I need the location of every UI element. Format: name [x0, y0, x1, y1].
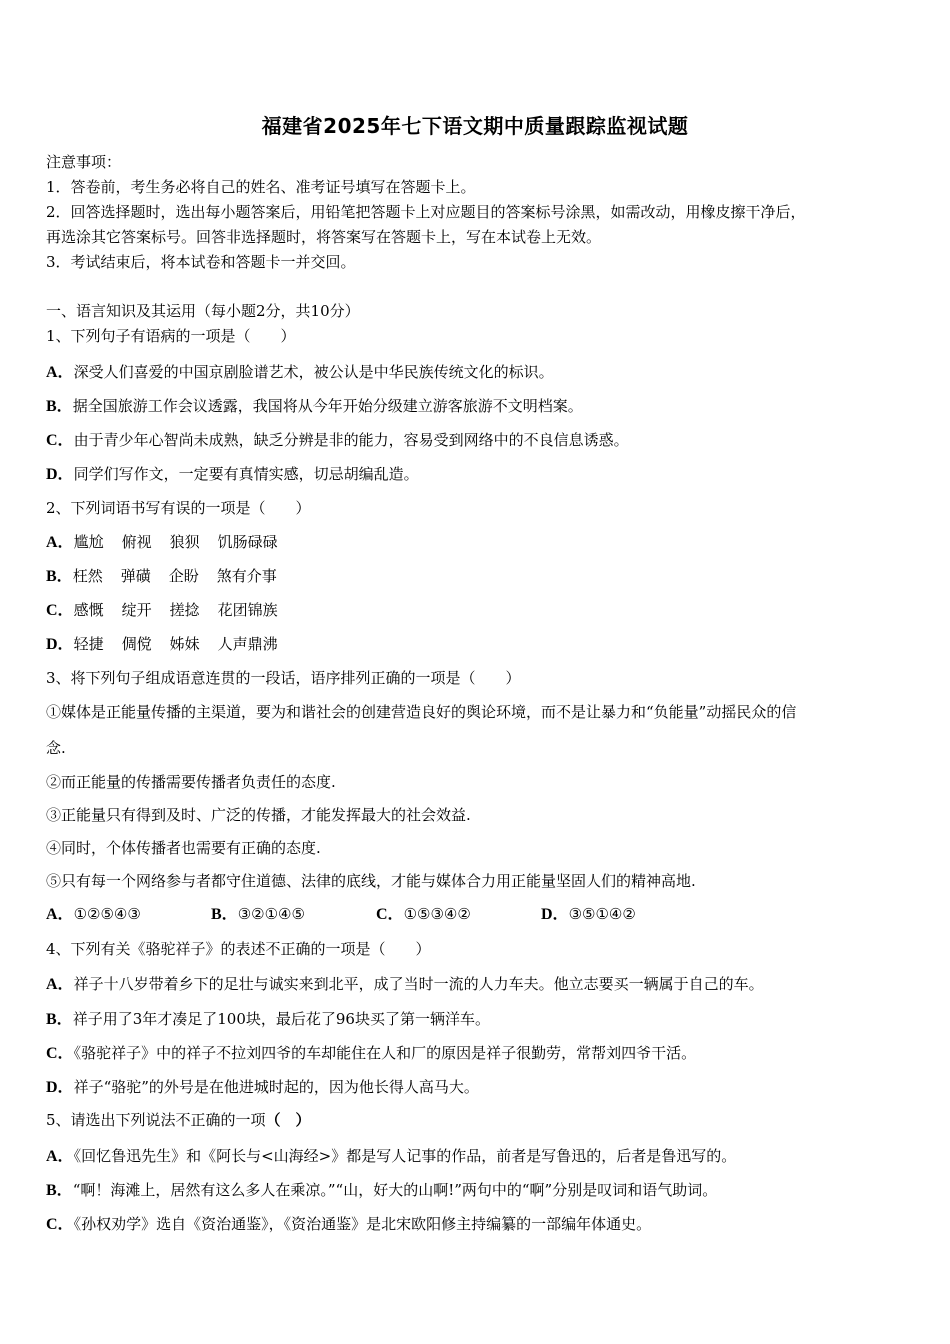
question-1-option-a [46, 360, 554, 385]
question-3-sentence-5: ⑤只有每一个网络参与者都守住道德、法律的底线，才能与媒体合力用正能量坚固人们的精神高地. [46, 872, 696, 890]
option-letter: A． [46, 976, 74, 993]
option-text: 祥子“骆驼”的外号是在他进城时起的，因为他长得人高马大。 [73, 1078, 479, 1096]
option-letter: D． [46, 636, 74, 653]
option-letter: C． [46, 432, 74, 449]
option-word: 饥肠碌碌 [217, 533, 278, 551]
option-text: 《骆驼祥子》中的祥子不拉刘四爷的车却能住在人和厂的原因是祥子很勤劳，常帮刘四爷干活。 [73, 1044, 697, 1062]
question-4-option-a [46, 972, 764, 997]
question-3-sentence-1-line-2: 念. [46, 739, 66, 757]
question-5-option-b [46, 1178, 717, 1203]
question-5-stem [46, 1108, 311, 1132]
option-word: 轻捷 [73, 635, 104, 653]
option-letter: A． [46, 906, 74, 923]
option-text: ①②⑤④③ [73, 905, 141, 923]
question-5-option-c [46, 1212, 651, 1237]
option-letter: C． [46, 1045, 74, 1062]
notice-item-2-line-1: 2．回答选择题时，选出每小题答案后，用铅笔把答题卡上对应题目的答案标号涂黑，如需改动，用橡皮擦干净后， [46, 203, 806, 221]
option-word: 狼狈 [169, 533, 200, 551]
option-letter: B． [46, 1182, 73, 1199]
option-text: 由于青少年心智尚未成熟，缺乏分辨是非的能力，容易受到网络中的不良信息诱惑。 [73, 431, 629, 449]
option-letter: A． [46, 364, 74, 381]
question-2-option-b [46, 564, 295, 589]
choice-d [541, 902, 706, 927]
option-letter: A． [46, 1148, 74, 1165]
question-1-option-d [46, 462, 419, 487]
question-2-option-a [46, 530, 296, 555]
question-3-sentence-2: ②而正能量的传播需要传播者负责任的态度. [46, 773, 336, 791]
option-letter: D． [46, 466, 74, 483]
question-3-sentence-3: ③正能量只有得到及时、广泛的传播，才能发挥最大的社会效益. [46, 806, 471, 824]
option-word: 倜傥 [121, 635, 152, 653]
option-word: 人声鼎沸 [217, 635, 278, 653]
option-letter: D． [46, 1079, 74, 1096]
question-2-stem: 2、下列词语书写有误的一项是（ ） [46, 499, 311, 517]
option-word: 俯视 [121, 533, 152, 551]
option-text: 祥子用了3年才凑足了100块，最后花了96块买了第一辆洋车。 [72, 1010, 490, 1028]
option-letter: C． [376, 906, 404, 923]
option-letter: B． [46, 1011, 73, 1028]
option-word: 搓捻 [169, 601, 200, 619]
option-text: ①⑤③④② [403, 905, 471, 923]
question-4-option-b [46, 1007, 490, 1032]
answer-paren: （ ） [265, 1111, 311, 1129]
option-text: 《孙权劝学》选自《资治通鉴》，《资治通鉴》是北宋欧阳修主持编纂的一部编年体通史。 [73, 1215, 652, 1233]
notice-item-3: 3．考试结束后，将本试卷和答题卡一并交回。 [46, 253, 356, 271]
option-letter: D． [541, 906, 569, 923]
option-word: 企盼 [168, 567, 199, 585]
section-heading: 一、语言知识及其运用（每小题2分，共10分） [46, 302, 360, 320]
option-text: “啊！海滩上，居然有这么多人在乘凉。”“山，好大的山啊!”两句中的“啊”分别是叹词和语气助词。 [72, 1181, 718, 1199]
option-word: 煞有介事 [216, 567, 277, 585]
choice-a [46, 902, 211, 927]
option-text: 祥子十八岁带着乡下的足壮与诚实来到北平，成了当时一流的人力车夫。他立志要买一辆属于自己的车。 [73, 975, 764, 993]
option-word: 花团锦族 [217, 601, 278, 619]
option-letter: C． [46, 1216, 74, 1233]
option-word: 尴尬 [73, 533, 104, 551]
choice-c [376, 902, 541, 927]
notice-item-1: 1．答卷前，考生务必将自己的姓名、准考证号填写在答题卡上。 [46, 178, 476, 196]
option-word: 枉然 [72, 567, 103, 585]
option-letter: A． [46, 534, 74, 551]
option-letter: C． [46, 602, 74, 619]
option-letter: B． [46, 568, 73, 585]
question-1-stem: 1、下列句子有语病的一项是（ ） [46, 327, 296, 345]
option-text: ③②①④⑤ [237, 905, 305, 923]
question-2-option-c [46, 598, 296, 623]
question-4-stem: 4、下列有关《骆驼祥子》的表述不正确的一项是（ ） [46, 940, 431, 958]
question-1-option-c [46, 428, 629, 453]
question-3-choices [46, 902, 706, 927]
question-1-option-b [46, 394, 583, 419]
option-text: 深受人们喜爱的中国京剧脸谱艺术，被公认是中华民族传统文化的标识。 [73, 363, 554, 381]
option-word: 感慨 [73, 601, 104, 619]
option-text: 同学们写作文，一定要有真情实感，切忌胡编乱造。 [73, 465, 419, 483]
question-5-option-a [46, 1144, 736, 1169]
option-text: ③⑤①④② [568, 905, 636, 923]
notice-item-2-line-2: 再选涂其它答案标号。回答非选择题时，将答案写在答题卡上，写在本试卷上无效。 [46, 228, 602, 246]
question-2-option-d [46, 632, 296, 657]
option-word: 绽开 [121, 601, 152, 619]
question-4-option-d [46, 1075, 479, 1100]
page-title: 福建省2025年七下语文期中质量跟踪监视试题 [261, 114, 689, 138]
question-4-option-c [46, 1041, 696, 1066]
notice-heading: 注意事项： [46, 153, 122, 171]
question-3-sentence-4: ④同时，个体传播者也需要有正确的态度. [46, 839, 321, 857]
question-3-stem: 3、将下列句子组成语意连贯的一段话，语序排列正确的一项是（ ） [46, 669, 521, 687]
option-word: 姊妹 [169, 635, 200, 653]
choice-b [211, 902, 376, 927]
option-text: 《回忆鲁迅先生》和《阿长与<山海经>》都是写人记事的作品，前者是写鲁迅的，后者是鲁迅写的。 [73, 1147, 737, 1165]
option-text: 据全国旅游工作会议透露，我国将从今年开始分级建立游客旅游不文明档案。 [72, 397, 583, 415]
option-letter: B． [46, 398, 73, 415]
question-5-stem-text: 5、请选出下列说法不正确的一项 [46, 1111, 266, 1129]
option-letter: B． [211, 906, 238, 923]
question-3-sentence-1-line-1: ①媒体是正能量传播的主渠道，要为和谐社会的创建营造良好的舆论环境，而不是让暴力和“负能量”动摇民众的信 [46, 703, 797, 721]
option-word: 弹磺 [120, 567, 151, 585]
